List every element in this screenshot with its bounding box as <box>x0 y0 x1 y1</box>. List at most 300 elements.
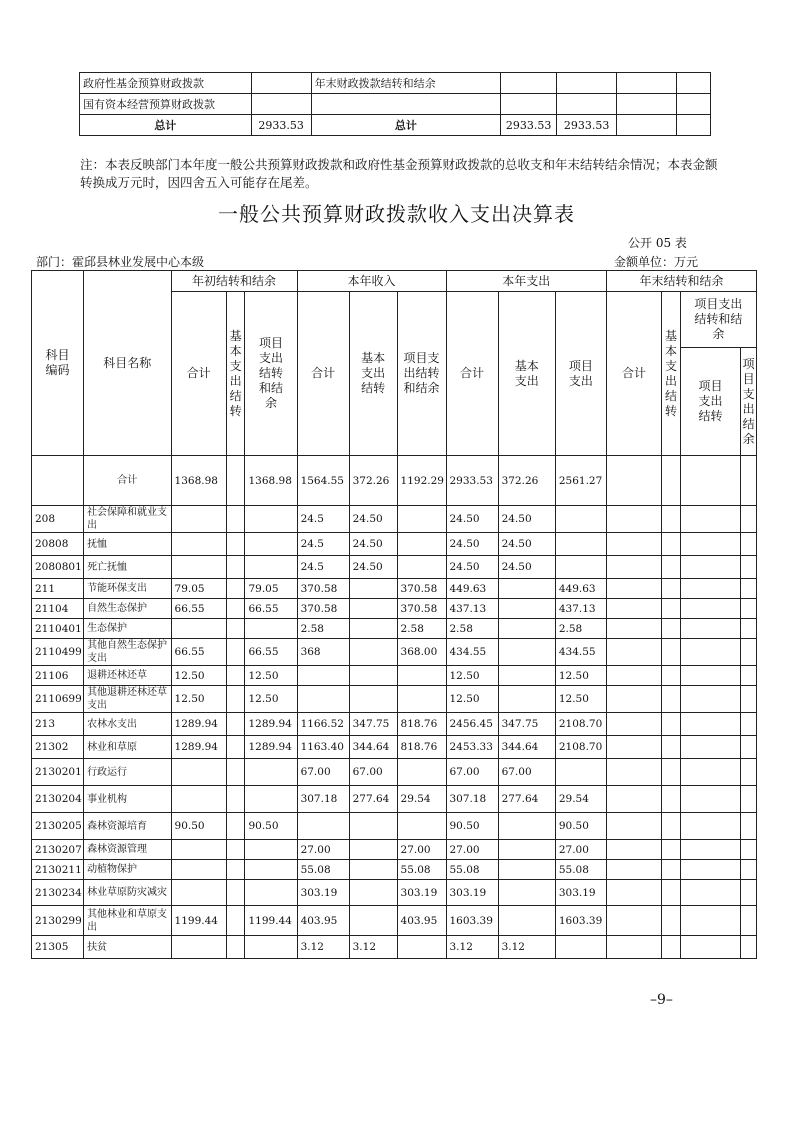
row-value <box>606 599 661 619</box>
row-value <box>245 556 297 579</box>
row-value <box>498 880 555 906</box>
row-value: 55.08 <box>397 860 446 880</box>
row-value: 24.5 <box>297 556 349 579</box>
row-value <box>662 619 681 639</box>
row-name: 森林资源培育 <box>84 813 171 840</box>
row-value <box>680 506 740 533</box>
row-value <box>606 456 661 506</box>
row-value: 24.50 <box>498 506 555 533</box>
row-value <box>741 666 757 686</box>
row-value <box>606 666 661 686</box>
row-value <box>226 599 245 619</box>
row-value: 12.50 <box>446 666 498 686</box>
row-code: 213 <box>32 713 84 736</box>
row-value <box>397 556 446 579</box>
row-value: 1289.94 <box>171 736 226 759</box>
table-row <box>32 736 757 759</box>
row-value <box>662 906 681 936</box>
row-value: 90.50 <box>555 813 606 840</box>
table-row <box>32 556 757 579</box>
row-value: 27.00 <box>397 840 446 860</box>
row-value <box>226 860 245 880</box>
row-value: 2933.53 <box>446 456 498 506</box>
row-value <box>741 860 757 880</box>
row-value <box>741 880 757 906</box>
table-row <box>32 639 757 666</box>
row-value <box>226 456 245 506</box>
row-value: 90.50 <box>171 813 226 840</box>
row-value: 66.55 <box>245 639 297 666</box>
row-value <box>245 506 297 533</box>
row-value <box>680 619 740 639</box>
row-value <box>680 713 740 736</box>
row-value: 370.58 <box>297 599 349 619</box>
row-value <box>680 736 740 759</box>
row-value: 277.64 <box>498 786 555 813</box>
row-value <box>662 786 681 813</box>
row-value <box>171 840 226 860</box>
row-value: 24.50 <box>349 533 397 556</box>
row-value <box>349 579 397 599</box>
row-value <box>606 736 661 759</box>
row-name: 扶贫 <box>84 936 171 959</box>
row-value <box>662 936 681 959</box>
row-value <box>606 533 661 556</box>
row-value <box>226 506 245 533</box>
row-value <box>226 639 245 666</box>
row-value <box>662 736 681 759</box>
row-value: 3.12 <box>446 936 498 959</box>
row-value <box>741 619 757 639</box>
row-value <box>741 713 757 736</box>
row-value: 2.58 <box>446 619 498 639</box>
row-value <box>741 759 757 786</box>
row-code: 2130207 <box>32 840 84 860</box>
row-value <box>606 786 661 813</box>
row-code: 2130201 <box>32 759 84 786</box>
row-name: 自然生态保护 <box>84 599 171 619</box>
row-value: 818.76 <box>397 736 446 759</box>
row-value <box>397 506 446 533</box>
row-name: 抚恤 <box>84 533 171 556</box>
row-value: 2.58 <box>555 619 606 639</box>
row-value <box>741 906 757 936</box>
row-value <box>662 506 681 533</box>
table-row <box>32 813 757 840</box>
top-table-cell: 总计 <box>311 115 501 136</box>
top-table-cell: 2933.53 <box>501 115 557 136</box>
row-value: 24.50 <box>498 556 555 579</box>
row-value: 1199.44 <box>245 906 297 936</box>
row-value <box>662 880 681 906</box>
row-code: 21305 <box>32 936 84 959</box>
header-group-expense: 本年支出 <box>446 271 606 292</box>
header-code: 科目编码 <box>32 271 84 456</box>
header-name: 科目名称 <box>84 271 171 456</box>
row-code: 2080801 <box>32 556 84 579</box>
top-table-row <box>80 94 711 115</box>
row-name: 行政运行 <box>84 759 171 786</box>
row-value <box>226 533 245 556</box>
row-value: 55.08 <box>555 860 606 880</box>
row-value <box>680 686 740 713</box>
top-table-row <box>80 73 711 94</box>
row-value: 3.12 <box>498 936 555 959</box>
row-value <box>245 840 297 860</box>
row-value: 55.08 <box>297 860 349 880</box>
row-name: 退耕还林还草 <box>84 666 171 686</box>
table-row <box>32 506 757 533</box>
row-value <box>606 619 661 639</box>
row-value: 818.76 <box>397 713 446 736</box>
row-value: 370.58 <box>397 579 446 599</box>
row-value <box>680 840 740 860</box>
row-value <box>226 813 245 840</box>
header-project-balance: 项目支出结余 <box>741 348 757 456</box>
row-code: 21106 <box>32 666 84 686</box>
row-value <box>226 759 245 786</box>
row-value <box>226 840 245 860</box>
row-value <box>741 840 757 860</box>
row-value <box>741 936 757 959</box>
row-value: 372.26 <box>498 456 555 506</box>
row-code: 2130299 <box>32 906 84 936</box>
row-value <box>741 579 757 599</box>
top-table-cell: 2933.53 <box>251 115 311 136</box>
row-value: 1166.52 <box>297 713 349 736</box>
row-name: 林业和草原 <box>84 736 171 759</box>
row-value: 24.50 <box>446 533 498 556</box>
row-value: 12.50 <box>446 686 498 713</box>
row-value <box>555 936 606 959</box>
row-value <box>397 813 446 840</box>
top-table-cell <box>311 94 501 115</box>
row-name: 其他自然生态保护支出 <box>84 639 171 666</box>
row-code: 2110401 <box>32 619 84 639</box>
row-value: 1368.98 <box>245 456 297 506</box>
table-row <box>32 599 757 619</box>
top-table-cell: 2933.53 <box>557 115 617 136</box>
row-value <box>226 736 245 759</box>
row-name: 森林资源管理 <box>84 840 171 860</box>
row-value <box>226 713 245 736</box>
row-value: 403.95 <box>397 906 446 936</box>
row-value: 344.64 <box>349 736 397 759</box>
header-group-begin: 年初结转和结余 <box>171 271 297 292</box>
table-row <box>32 786 757 813</box>
row-value <box>349 813 397 840</box>
row-value <box>680 556 740 579</box>
header-group-income: 本年收入 <box>297 271 446 292</box>
row-value: 1192.29 <box>397 456 446 506</box>
row-value: 1289.94 <box>245 736 297 759</box>
row-value: 24.50 <box>446 506 498 533</box>
row-value <box>349 619 397 639</box>
row-name: 死亡抚恤 <box>84 556 171 579</box>
row-value: 2561.27 <box>555 456 606 506</box>
row-value <box>498 599 555 619</box>
row-value <box>397 686 446 713</box>
row-value <box>397 666 446 686</box>
table-row <box>32 619 757 639</box>
row-code: 2110699 <box>32 686 84 713</box>
row-value <box>680 936 740 959</box>
row-value <box>226 579 245 599</box>
row-value <box>606 686 661 713</box>
row-value <box>680 906 740 936</box>
row-value: 66.55 <box>171 599 226 619</box>
row-name: 动植物保护 <box>84 860 171 880</box>
row-name: 生态保护 <box>84 619 171 639</box>
row-value <box>397 533 446 556</box>
row-value: 307.18 <box>446 786 498 813</box>
row-value <box>662 579 681 599</box>
row-value: 403.95 <box>297 906 349 936</box>
row-value: 368.00 <box>397 639 446 666</box>
row-value <box>297 813 349 840</box>
row-value: 437.13 <box>446 599 498 619</box>
row-value: 66.55 <box>171 639 226 666</box>
table-row <box>32 906 757 936</box>
row-value <box>680 880 740 906</box>
header-project-exp: 项目支出结转和结余 <box>397 292 446 456</box>
row-value <box>741 736 757 759</box>
row-value <box>245 786 297 813</box>
row-value <box>226 936 245 959</box>
row-value <box>498 579 555 599</box>
top-table-cell <box>251 94 311 115</box>
row-value <box>606 639 661 666</box>
row-value <box>297 666 349 686</box>
row-value: 347.75 <box>498 713 555 736</box>
row-code <box>32 456 84 506</box>
row-name: 事业机构 <box>84 786 171 813</box>
row-value <box>741 533 757 556</box>
row-name: 其他林业和草原支出 <box>84 906 171 936</box>
row-value: 2108.70 <box>555 713 606 736</box>
row-value <box>741 599 757 619</box>
table-row <box>32 860 757 880</box>
top-table <box>79 72 711 136</box>
row-value <box>245 936 297 959</box>
top-table-cell <box>557 94 617 115</box>
row-value <box>226 666 245 686</box>
row-value <box>680 579 740 599</box>
table-row <box>32 456 757 506</box>
row-value: 1603.39 <box>555 906 606 936</box>
row-value: 90.50 <box>245 813 297 840</box>
row-value: 1289.94 <box>245 713 297 736</box>
row-value <box>226 906 245 936</box>
top-table-cell <box>677 115 711 136</box>
row-value <box>349 906 397 936</box>
row-value: 1199.44 <box>171 906 226 936</box>
row-value <box>349 860 397 880</box>
row-value: 12.50 <box>171 666 226 686</box>
table-note: 注：本表反映部门本年度一般公共预算财政拨款和政府性基金预算财政拨款的总收支和年末结转结余情况；本表金额转换成万元时，因四舍五入可能存在尾差。 <box>80 157 718 190</box>
row-value: 29.54 <box>555 786 606 813</box>
row-value <box>349 686 397 713</box>
row-value <box>662 686 681 713</box>
top-table-cell <box>677 73 711 94</box>
row-value <box>498 686 555 713</box>
row-value <box>741 506 757 533</box>
table-number: 公开 05 表 <box>628 236 687 250</box>
row-value: 449.63 <box>555 579 606 599</box>
row-value: 24.5 <box>297 533 349 556</box>
row-value: 303.19 <box>555 880 606 906</box>
row-value <box>498 840 555 860</box>
row-value: 24.50 <box>349 506 397 533</box>
row-value <box>606 713 661 736</box>
row-value <box>555 506 606 533</box>
header-basic: 基本支出 <box>498 292 555 456</box>
row-value: 24.50 <box>446 556 498 579</box>
row-value <box>245 533 297 556</box>
row-value: 12.50 <box>245 666 297 686</box>
row-code: 21302 <box>32 736 84 759</box>
row-value <box>555 533 606 556</box>
main-table <box>31 270 757 959</box>
header-project: 项目支出 <box>555 292 606 456</box>
row-code: 2130211 <box>32 860 84 880</box>
row-value <box>606 579 661 599</box>
page-title: 一般公共预算财政拨款收入支出决算表 <box>218 202 575 226</box>
row-value: 12.50 <box>555 666 606 686</box>
row-value: 29.54 <box>397 786 446 813</box>
row-value <box>171 880 226 906</box>
top-table-cell: 国有资本经营预算财政拨款 <box>80 94 252 115</box>
row-value <box>741 813 757 840</box>
row-value <box>741 556 757 579</box>
row-value: 372.26 <box>349 456 397 506</box>
row-value <box>741 686 757 713</box>
top-table-cell: 总计 <box>80 115 252 136</box>
row-value <box>171 506 226 533</box>
row-value <box>662 556 681 579</box>
header-total: 合计 <box>606 292 661 456</box>
row-value: 370.58 <box>397 599 446 619</box>
header-total: 合计 <box>446 292 498 456</box>
row-value <box>680 759 740 786</box>
row-value <box>662 860 681 880</box>
row-value <box>498 619 555 639</box>
row-value: 434.55 <box>555 639 606 666</box>
row-value: 12.50 <box>245 686 297 713</box>
row-value <box>555 556 606 579</box>
row-value <box>245 880 297 906</box>
header-basic-carry: 基本支出结转 <box>226 292 245 456</box>
row-value <box>171 860 226 880</box>
row-value: 303.19 <box>446 880 498 906</box>
row-value: 90.50 <box>446 813 498 840</box>
row-value <box>349 639 397 666</box>
row-code: 208 <box>32 506 84 533</box>
row-value: 347.75 <box>349 713 397 736</box>
row-value <box>741 786 757 813</box>
row-value <box>662 639 681 666</box>
row-value: 368 <box>297 639 349 666</box>
page-number: –9– <box>650 992 673 1008</box>
row-value <box>680 599 740 619</box>
row-code: 21104 <box>32 599 84 619</box>
row-value <box>680 786 740 813</box>
row-value <box>606 556 661 579</box>
row-value <box>606 759 661 786</box>
table-row <box>32 759 757 786</box>
row-value: 449.63 <box>446 579 498 599</box>
row-value: 277.64 <box>349 786 397 813</box>
row-value: 2.58 <box>297 619 349 639</box>
table-row <box>32 840 757 860</box>
row-value: 2453.33 <box>446 736 498 759</box>
header-total: 合计 <box>171 292 226 456</box>
row-value: 307.18 <box>297 786 349 813</box>
row-value: 303.19 <box>397 880 446 906</box>
top-table-cell <box>501 94 557 115</box>
row-value <box>498 666 555 686</box>
header-total: 合计 <box>297 292 349 456</box>
top-table-cell: 年末财政拨款结转和结余 <box>311 73 501 94</box>
top-table-cell <box>501 73 557 94</box>
row-code: 2130234 <box>32 880 84 906</box>
row-name: 合计 <box>84 456 171 506</box>
row-value <box>245 759 297 786</box>
table-row <box>32 686 757 713</box>
row-value <box>349 880 397 906</box>
row-value: 3.12 <box>349 936 397 959</box>
row-name: 林业草原防灾减灾 <box>84 880 171 906</box>
row-name: 其他退耕还林还草支出 <box>84 686 171 713</box>
row-value <box>397 759 446 786</box>
row-value <box>662 759 681 786</box>
row-value <box>680 666 740 686</box>
row-value: 24.50 <box>498 533 555 556</box>
row-value <box>662 813 681 840</box>
top-table-cell <box>251 73 311 94</box>
row-value: 67.00 <box>297 759 349 786</box>
row-value <box>741 456 757 506</box>
row-value <box>171 759 226 786</box>
row-value <box>498 906 555 936</box>
top-table-cell: 政府性基金预算财政拨款 <box>80 73 252 94</box>
row-value: 27.00 <box>297 840 349 860</box>
row-value <box>171 533 226 556</box>
row-value <box>662 456 681 506</box>
row-name: 社会保障和就业支出 <box>84 506 171 533</box>
row-value: 344.64 <box>498 736 555 759</box>
row-value: 1368.98 <box>171 456 226 506</box>
row-value: 66.55 <box>245 599 297 619</box>
row-value <box>349 666 397 686</box>
table-row <box>32 666 757 686</box>
table-row <box>32 533 757 556</box>
row-value <box>297 686 349 713</box>
row-value: 12.50 <box>171 686 226 713</box>
row-value <box>606 936 661 959</box>
row-value <box>226 880 245 906</box>
row-value: 370.58 <box>297 579 349 599</box>
row-value: 1163.40 <box>297 736 349 759</box>
row-value: 2456.45 <box>446 713 498 736</box>
row-value: 1564.55 <box>297 456 349 506</box>
row-value: 2108.70 <box>555 736 606 759</box>
table-row <box>32 713 757 736</box>
header-project-carry: 项目支出结转和结余 <box>245 292 297 456</box>
header-group-end: 年末结转和结余 <box>606 271 756 292</box>
row-value: 27.00 <box>446 840 498 860</box>
row-name: 节能环保支出 <box>84 579 171 599</box>
